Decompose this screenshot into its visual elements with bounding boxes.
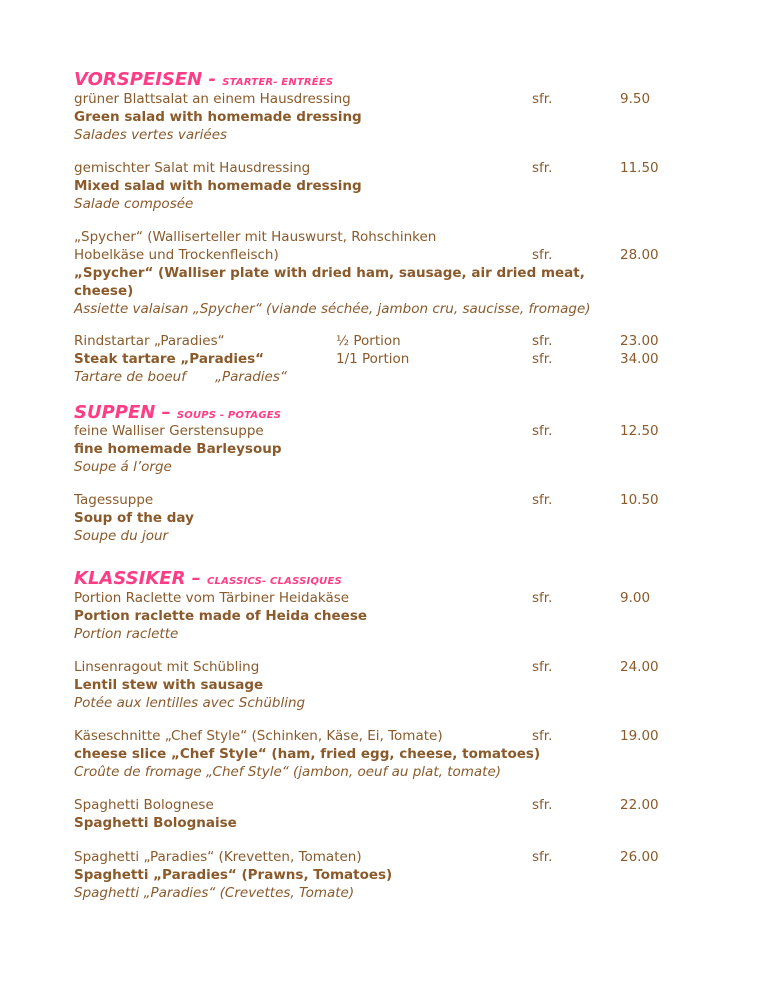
item-name-de: Linsenragout mit Schübling [74,659,260,675]
item-name-fr: Salade composée [74,196,194,212]
item-name-de: feine Walliser Gerstensuppe [74,423,264,439]
menu-item-spycher-plate [74,228,694,318]
price: 22.00 [620,797,659,813]
menu-item-cheese-slice [74,727,694,781]
menu-item-lentil-stew [74,658,694,712]
currency: sfr. [532,849,553,865]
item-name-fr-row [74,368,694,386]
item-name-de-line2: Hobelkäse und Trockenfleisch) [74,247,279,263]
section-title-main: SUPPEN – [74,402,177,423]
currency: sfr. [532,247,553,263]
menu-item-barley-soup [74,422,694,476]
item-name-en: Mixed salad with homemade dressing [74,178,362,194]
item-name-en: cheese slice „Chef Style“ (ham, fried egg, cheese, tomatoes) [74,746,541,762]
menu-item-steak-tartare [74,332,694,386]
price: 9.00 [620,590,651,606]
currency: sfr. [532,659,553,675]
section-starters-heading [74,70,694,92]
menu-item-spaghetti-bolognese [74,796,694,832]
item-name-de: Portion Raclette vom Tärbiner Heidakäse [74,590,350,606]
item-name-de: Spaghetti Bolognese [74,797,214,813]
section-subtitle: STARTER- ENTRÉES [222,77,334,88]
section-subtitle: SOUPS - POTAGES [176,410,282,421]
section-title [74,568,342,589]
item-name-en: Spaghetti Bolognaise [74,815,237,831]
item-name-en-line1: „Spycher“ (Walliser plate with dried ham, sausage, air dried meat, [74,265,585,281]
item-name-fr: Croûte de fromage „Chef Style“ (jambon, oeuf au plat, tomate) [74,764,502,780]
item-name-fr: Soupe á l’orge [74,459,172,475]
item-name-fr: Spaghetti „Paradies“ (Crevettes, Tomate) [74,885,355,901]
price: 11.50 [620,160,659,176]
item-name-en: fine homemade Barleysoup [74,441,282,457]
price: 9.50 [620,91,651,107]
section-title-main: KLASSIKER – [74,568,207,589]
portion-full-label: 1/1 Portion [336,351,410,367]
item-name-fr-suffix: „Paradies“ [215,369,287,385]
price: 12.50 [620,423,659,439]
item-name-de: Spaghetti „Paradies“ (Krevetten, Tomaten) [74,849,362,865]
currency: sfr. [532,91,553,107]
currency: sfr. [532,423,553,439]
item-name-en: Steak tartare „Paradies“ [74,351,265,367]
item-name-fr: Salades vertes variées [74,127,228,143]
item-name-en: Soup of the day [74,510,194,526]
section-title [74,402,281,423]
item-name-fr: Tartare de boeuf [74,369,186,385]
currency: sfr. [532,728,553,744]
section-title-main: VORSPEISEN - [74,69,223,90]
section-subtitle: CLASSICS- CLASSIQUES [206,576,342,587]
currency: sfr. [532,492,553,508]
currency: sfr. [532,160,553,176]
item-name-de: Rindstartar „Paradies“ [74,333,225,349]
price: 19.00 [620,728,659,744]
item-name-de: Käseschnitte „Chef Style“ (Schinken, Käse, Ei, Tomate) [74,728,443,744]
item-name-en-line2: cheese) [74,283,134,299]
price: 24.00 [620,659,659,675]
item-name-fr: Soupe du jour [74,528,169,544]
portion-half-label: ½ Portion [336,333,401,349]
currency: sfr. [532,333,553,349]
price-half: 23.00 [620,333,659,349]
item-name-de: grüner Blattsalat an einem Hausdressing [74,91,351,107]
menu-item-raclette [74,589,694,643]
item-name-fr: Portion raclette [74,626,179,642]
section-classics-heading [74,569,694,591]
menu-item-soup-of-the-day [74,491,694,545]
currency: sfr. [532,590,553,606]
item-name-de: gemischter Salat mit Hausdressing [74,160,311,176]
item-name-fr: Assiette valaisan „Spycher“ (viande séchée, jambon cru, saucisse, fromage) [74,301,591,317]
item-name-de-line1: „Spycher“ (Walliserteller mit Hauswurst, Rohschinken [74,229,437,245]
item-name-en: Spaghetti „Paradies“ (Prawns, Tomatoes) [74,867,393,883]
menu-item-mixed-salad [74,159,694,213]
item-name-en: Portion raclette made of Heida cheese [74,608,368,624]
item-name-fr: Potée aux lentilles avec Schübling [74,695,306,711]
menu-item-green-salad [74,90,694,144]
price-full: 34.00 [620,351,659,367]
menu-item-spaghetti-paradies [74,848,694,902]
section-title [74,69,333,90]
item-name-en: Lentil stew with sausage [74,677,264,693]
price: 28.00 [620,247,659,263]
currency: sfr. [532,351,553,367]
item-name-en: Green salad with homemade dressing [74,109,362,125]
price: 10.50 [620,492,659,508]
price: 26.00 [620,849,659,865]
item-name-de: Tagessuppe [74,492,154,508]
currency: sfr. [532,797,553,813]
